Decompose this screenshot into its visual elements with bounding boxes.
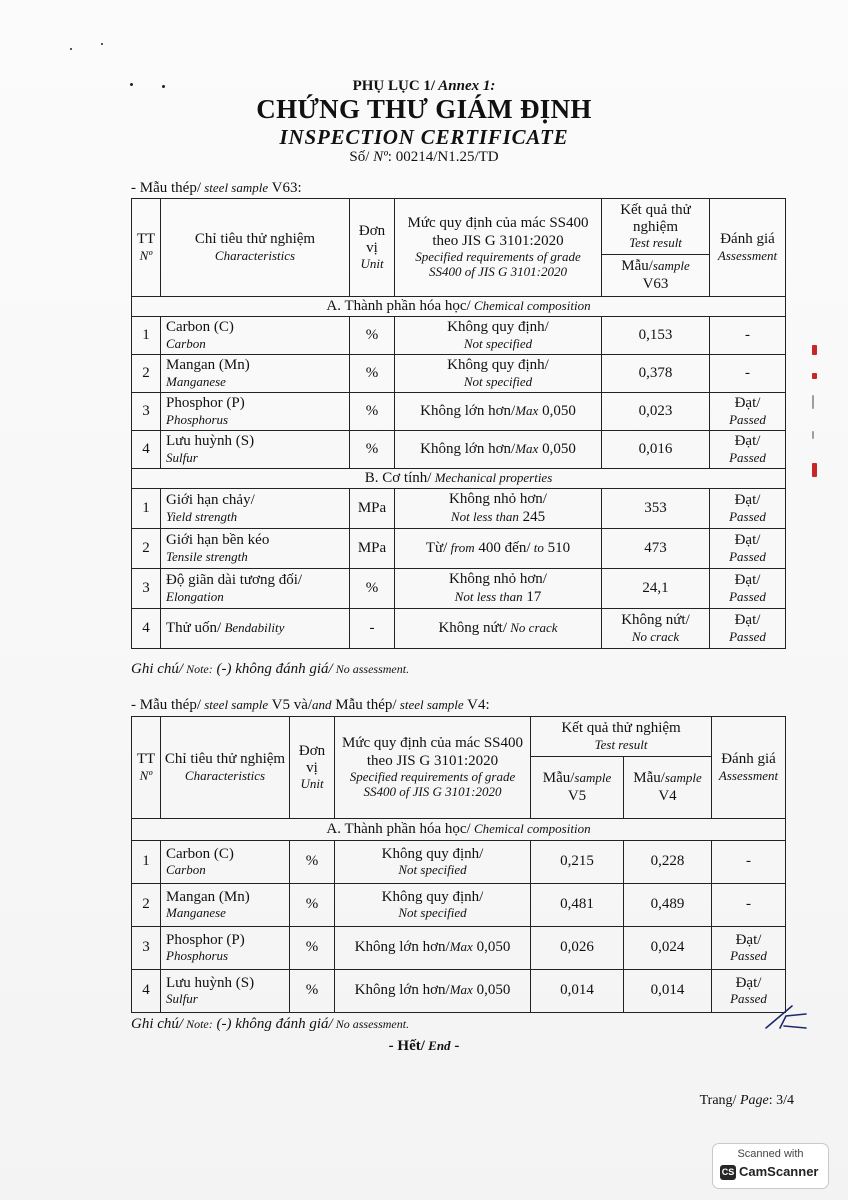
cell-text: Không lớn hơn/ xyxy=(420,440,516,457)
col-header-characteristics xyxy=(161,199,350,297)
page-text: Page xyxy=(736,1093,769,1108)
stamp-fragment xyxy=(812,395,814,409)
cell-text: Phosphorus xyxy=(166,948,229,964)
cell-text: Đạt/ xyxy=(734,532,761,549)
cell-text: Không quy định/ xyxy=(447,357,549,374)
certificate-number xyxy=(0,149,848,166)
header-text: Characteristics xyxy=(184,767,266,783)
cell-text: Not less than xyxy=(454,588,523,604)
cell-unit: MPa xyxy=(350,529,395,569)
cell-text: from xyxy=(447,539,475,555)
cell-text: Mangan (Mn) xyxy=(166,888,250,905)
cell-result: 353 xyxy=(602,489,710,529)
cell-result: 0,153 xyxy=(602,317,710,355)
cell-text: 510 xyxy=(543,539,571,556)
cell-text: Not specified xyxy=(463,335,533,351)
group-row xyxy=(132,469,786,489)
cell-unit: % xyxy=(350,431,395,469)
header-text: Chỉ tiêu thử nghiệm xyxy=(194,231,316,248)
title-en: INSPECTION CERTIFICATE xyxy=(279,125,569,149)
col-header-result xyxy=(602,199,710,255)
cell-text: Không lớn hơn/ xyxy=(420,402,516,419)
cell-assessment xyxy=(712,884,786,927)
cell-text: Max xyxy=(449,939,473,955)
header-text: sample xyxy=(664,770,702,786)
group-text: A. Thành phần hóa học/ xyxy=(326,297,471,314)
page-text: Trang/ xyxy=(699,1093,737,1108)
group-row xyxy=(132,819,786,841)
cell-text: Phosphor (P) xyxy=(166,931,245,948)
label-part: steel sample xyxy=(200,180,269,195)
cell-text: - xyxy=(745,326,750,343)
cell-spec xyxy=(335,927,531,970)
cell-characteristic xyxy=(161,489,350,529)
cell-spec xyxy=(395,317,602,355)
header-text: Specified requirements of grade SS400 of JIS G 3101:2020 xyxy=(349,768,516,799)
cell-assessment xyxy=(710,609,786,649)
cell-result xyxy=(602,609,710,649)
cell-no: 2 xyxy=(132,884,161,927)
cell-spec xyxy=(395,529,602,569)
cell-text: 0,050 xyxy=(472,939,511,956)
camscanner-logo-icon: CS xyxy=(720,1165,736,1180)
cell-result: 0,016 xyxy=(602,431,710,469)
cell-text: Yield strength xyxy=(166,508,238,524)
cell-spec xyxy=(395,355,602,393)
stamp-fragment xyxy=(812,431,814,439)
cell-text: Passed xyxy=(729,628,766,644)
camscanner-badge xyxy=(712,1143,829,1189)
note-text: Note: xyxy=(183,662,213,676)
note-text: No assessment. xyxy=(332,662,410,676)
col-header-assessment xyxy=(712,717,786,819)
table-row xyxy=(132,609,786,649)
col-header-no xyxy=(132,199,161,297)
label-part: - Mẫu thép/ xyxy=(131,180,201,196)
cell-text: Đạt/ xyxy=(735,931,762,948)
header-text: Assessment xyxy=(717,247,778,263)
col-header-sample xyxy=(602,255,710,297)
cell-text: Sulfur xyxy=(166,991,198,1007)
header-text: Mẫu/ xyxy=(542,770,575,787)
header-text: Nº xyxy=(139,247,153,263)
group-text: Mechanical properties xyxy=(431,469,553,485)
col-header-characteristics xyxy=(161,717,290,819)
label-part: V4: xyxy=(463,697,490,713)
cell-no: 1 xyxy=(132,841,161,884)
cell-assessment xyxy=(710,431,786,469)
margin-stamp-marks xyxy=(810,345,822,485)
speck xyxy=(70,48,72,50)
cell-assessment xyxy=(710,317,786,355)
cell-unit: % xyxy=(350,393,395,431)
group-text: A. Thành phần hóa học/ xyxy=(326,820,471,837)
table-row xyxy=(132,529,786,569)
cell-text: Passed xyxy=(729,588,766,604)
cell-text: Bendability xyxy=(221,619,285,635)
cell-text: Carbon (C) xyxy=(166,845,234,862)
table-row xyxy=(132,569,786,609)
cell-characteristic xyxy=(161,884,290,927)
cell-text: Độ giãn dài tương đối/ xyxy=(166,572,303,589)
table-v63 xyxy=(131,198,786,649)
cell-result: 473 xyxy=(602,529,710,569)
header-text: Đơn vị xyxy=(298,742,326,777)
scanned-with-text: Scanned with xyxy=(737,1148,804,1160)
label-part: Mẫu thép/ xyxy=(331,697,397,713)
col-header-result xyxy=(531,717,712,757)
cell-assessment xyxy=(712,841,786,884)
cell-text: Sulfur xyxy=(166,449,198,465)
title-vn: CHỨNG THƯ GIÁM ĐỊNH xyxy=(256,94,592,124)
header-text: Đơn vị xyxy=(358,222,386,257)
cell-text: Max xyxy=(515,402,539,418)
cell-characteristic xyxy=(161,431,350,469)
cell-text: Passed xyxy=(730,991,767,1007)
cell-unit: % xyxy=(350,569,395,609)
note-text: Ghi chú/ xyxy=(131,1016,184,1032)
header-text: TT xyxy=(136,231,156,248)
annex-label-en: Annex 1: xyxy=(435,78,496,94)
cell-text: No crack xyxy=(631,628,680,644)
cell-no: 3 xyxy=(132,569,161,609)
label-part: - Mẫu thép/ xyxy=(131,697,201,713)
cell-text: Not specified xyxy=(398,905,467,921)
header-text: sample xyxy=(652,258,690,274)
cell-text: to xyxy=(530,539,544,555)
cell-text: Không lớn hơn/ xyxy=(354,939,450,956)
label-part: V5 và/ xyxy=(268,697,313,713)
cell-text: Đạt/ xyxy=(735,974,762,991)
table-row xyxy=(132,970,786,1013)
group-text: Chemical composition xyxy=(470,820,591,836)
col-header-sample-v4 xyxy=(624,757,712,819)
cell-text: Giới hạn bền kéo xyxy=(166,532,270,549)
cell-characteristic xyxy=(161,317,350,355)
cell-text: Không quy định/ xyxy=(381,888,484,905)
cell-no: 2 xyxy=(132,529,161,569)
end-text: - xyxy=(450,1038,460,1054)
note-text: (-) không đánh giá/ xyxy=(212,661,333,677)
cell-text: Passed xyxy=(729,411,766,427)
header-text: V5 xyxy=(567,787,587,804)
cell-text: - xyxy=(746,853,752,870)
header-text: Đánh giá xyxy=(721,751,776,768)
cell-text: Phosphor (P) xyxy=(166,395,245,412)
signature-initial xyxy=(762,1002,810,1032)
group-label xyxy=(132,469,786,489)
cell-assessment xyxy=(710,569,786,609)
group-text: B. Cơ tính/ xyxy=(364,469,432,486)
cell-text: Giới hạn chảy/ xyxy=(166,492,255,509)
cell-text: Từ/ xyxy=(425,539,448,556)
cell-no: 3 xyxy=(132,927,161,970)
cell-characteristic xyxy=(161,529,350,569)
cell-result-v5: 0,481 xyxy=(531,884,624,927)
col-header-assessment xyxy=(710,199,786,297)
cell-text: Phosphorus xyxy=(166,411,229,427)
cell-text: No crack xyxy=(507,619,558,635)
cell-spec xyxy=(335,970,531,1013)
section1-label xyxy=(131,180,302,197)
table-row xyxy=(132,355,786,393)
note-text: Note: xyxy=(183,1017,213,1031)
cell-unit: % xyxy=(350,355,395,393)
header-text: Mẫu/ xyxy=(621,258,653,275)
cell-spec xyxy=(395,489,602,529)
cell-characteristic xyxy=(161,927,290,970)
cell-text: Carbon xyxy=(166,335,206,351)
cell-spec xyxy=(395,609,602,649)
cell-text: 0,050 xyxy=(538,440,576,457)
cell-spec xyxy=(395,569,602,609)
cell-no: 2 xyxy=(132,355,161,393)
cell-no: 4 xyxy=(132,431,161,469)
cell-text: Lưu huỳnh (S) xyxy=(166,433,255,450)
cell-text: Max xyxy=(449,982,473,998)
table-header-row xyxy=(132,199,786,255)
cell-text: 0,050 xyxy=(472,982,511,999)
page-number xyxy=(700,1093,794,1109)
camscanner-brand: CamScanner xyxy=(739,1164,819,1179)
cell-text: 17 xyxy=(522,588,542,605)
cell-result-v4: 0,024 xyxy=(624,927,712,970)
cell-spec xyxy=(335,884,531,927)
certno-value: : 00214/N1.25/TD xyxy=(387,149,499,165)
col-header-unit xyxy=(290,717,335,819)
table-row xyxy=(132,317,786,355)
end-text: - Hết/ xyxy=(388,1038,425,1054)
cell-result-v4: 0,228 xyxy=(624,841,712,884)
note-text: Ghi chú/ xyxy=(131,661,184,677)
group-text: Chemical composition xyxy=(470,297,591,313)
cell-characteristic xyxy=(161,569,350,609)
certno-label-en: Nº xyxy=(369,149,388,165)
cell-no: 4 xyxy=(132,970,161,1013)
header-text: Characteristics xyxy=(214,247,296,263)
header-text: Đánh giá xyxy=(720,231,775,248)
cell-assessment xyxy=(712,927,786,970)
label-part: steel sample xyxy=(200,697,269,712)
cell-result: 0,023 xyxy=(602,393,710,431)
stamp-fragment xyxy=(812,463,817,477)
header-text: Nº xyxy=(139,767,153,783)
cell-no: 3 xyxy=(132,393,161,431)
cell-text: Lưu huỳnh (S) xyxy=(166,974,255,991)
col-header-sample-v5 xyxy=(531,757,624,819)
cell-text: Không lớn hơn/ xyxy=(354,982,450,999)
header-text: Chỉ tiêu thử nghiệm xyxy=(164,751,286,768)
cell-result-v4: 0,489 xyxy=(624,884,712,927)
cell-result-v5: 0,026 xyxy=(531,927,624,970)
cell-text: 0,050 xyxy=(538,402,576,419)
cell-unit: - xyxy=(350,609,395,649)
cell-assessment xyxy=(710,529,786,569)
cell-text: Không quy định/ xyxy=(381,845,484,862)
header-text: Test result xyxy=(594,736,648,752)
header-text: Unit xyxy=(300,776,324,792)
cell-text: Not specified xyxy=(463,373,533,389)
cell-text: Not less than xyxy=(450,508,519,524)
cell-text: Max xyxy=(515,440,539,456)
table-row xyxy=(132,927,786,970)
col-header-spec xyxy=(395,199,602,297)
cell-assessment xyxy=(710,489,786,529)
table-header-row xyxy=(132,717,786,757)
stamp-fragment xyxy=(812,373,817,379)
certno-label-vn: Số/ xyxy=(349,149,370,165)
cell-text: - xyxy=(745,364,750,381)
label-part: V63: xyxy=(268,180,302,196)
cell-text: Đạt/ xyxy=(734,492,761,509)
cell-characteristic xyxy=(161,355,350,393)
group-label xyxy=(132,819,786,841)
header-text: Assessment xyxy=(718,767,779,783)
cell-no: 1 xyxy=(132,317,161,355)
cell-unit: % xyxy=(290,927,335,970)
cell-spec xyxy=(395,393,602,431)
cell-text: Tensile strength xyxy=(166,548,248,564)
cell-spec xyxy=(395,431,602,469)
header-text: Test result xyxy=(629,235,682,251)
note-text: (-) không đánh giá/ xyxy=(212,1016,333,1032)
cell-text: Không nhỏ hơn/ xyxy=(449,491,547,508)
cell-unit: % xyxy=(290,970,335,1013)
cell-unit: % xyxy=(290,841,335,884)
cell-assessment xyxy=(710,393,786,431)
header-text: V4 xyxy=(658,787,677,804)
header-text: V63 xyxy=(642,275,669,292)
cell-text: Passed xyxy=(730,948,767,964)
note-section1 xyxy=(131,661,409,678)
cell-text: Manganese xyxy=(166,905,226,921)
note-section2 xyxy=(131,1016,409,1033)
cell-text: 245 xyxy=(518,508,546,525)
cell-text: Đạt/ xyxy=(734,612,761,629)
stamp-fragment xyxy=(812,345,817,355)
end-marker xyxy=(0,1038,848,1055)
speck xyxy=(101,43,103,45)
cell-no: 4 xyxy=(132,609,161,649)
cell-result: 0,378 xyxy=(602,355,710,393)
cell-no: 1 xyxy=(132,489,161,529)
label-part: and xyxy=(312,697,332,712)
table-row xyxy=(132,431,786,469)
cell-text: Không nhỏ hơn/ xyxy=(449,571,547,588)
cell-text: Đạt/ xyxy=(734,433,761,450)
cell-text: Đạt/ xyxy=(734,572,761,589)
cell-text: Manganese xyxy=(166,373,226,389)
cell-text: Passed xyxy=(729,508,766,524)
cell-text: Mangan (Mn) xyxy=(166,357,250,374)
header-text: TT xyxy=(136,751,156,768)
table-v5-v4 xyxy=(131,716,786,1013)
page-text: : 3/4 xyxy=(768,1093,794,1108)
annex-heading xyxy=(0,78,848,95)
col-header-no xyxy=(132,717,161,819)
cell-text: Passed xyxy=(729,548,766,564)
annex-label-vn: PHỤ LỤC 1/ xyxy=(352,78,436,94)
cell-text: Passed xyxy=(729,449,766,465)
cell-text: Carbon xyxy=(166,862,206,878)
cell-text: Không nứt/ xyxy=(438,619,507,636)
header-text: Mức quy định của mác SS400 theo JIS G 3101:2020 xyxy=(407,215,589,249)
header-text: Unit xyxy=(360,256,384,272)
col-header-unit xyxy=(350,199,395,297)
table-row xyxy=(132,884,786,927)
cell-text: Không nứt/ xyxy=(621,612,690,629)
header-text: Mức quy định của mác SS400 theo JIS G 3101:2020 xyxy=(341,735,524,769)
note-text: No assessment. xyxy=(332,1017,410,1031)
label-part: steel sample xyxy=(396,697,464,712)
cell-unit: % xyxy=(350,317,395,355)
cell-result-v5: 0,014 xyxy=(531,970,624,1013)
cell-unit: MPa xyxy=(350,489,395,529)
cell-text: Not specified xyxy=(398,862,467,878)
cell-text: - xyxy=(746,896,752,913)
cell-characteristic xyxy=(161,970,290,1013)
cell-text: Carbon (C) xyxy=(166,319,234,336)
cell-characteristic xyxy=(161,609,350,649)
cell-unit: % xyxy=(290,884,335,927)
cell-characteristic xyxy=(161,841,290,884)
table-row xyxy=(132,393,786,431)
header-text: Kết quả thử nghiệm xyxy=(561,720,681,737)
cell-text: 400 đến/ xyxy=(474,539,531,556)
cell-result-v5: 0,215 xyxy=(531,841,624,884)
cell-text: Thử uốn/ xyxy=(166,619,222,636)
header-text: sample xyxy=(574,770,612,786)
cell-text: Elongation xyxy=(166,588,224,604)
cell-text: Không quy định/ xyxy=(447,319,549,336)
group-row xyxy=(132,297,786,317)
table-row xyxy=(132,489,786,529)
cell-result: 24,1 xyxy=(602,569,710,609)
cell-assessment xyxy=(710,355,786,393)
cell-spec xyxy=(335,841,531,884)
cell-text: Đạt/ xyxy=(734,395,761,412)
table-row xyxy=(132,841,786,884)
header-text: Kết quả thử nghiệm xyxy=(620,201,691,236)
end-text: End xyxy=(424,1038,451,1053)
col-header-spec xyxy=(335,717,531,819)
header-text: Mẫu/ xyxy=(633,770,665,787)
cell-characteristic xyxy=(161,393,350,431)
header-text: Specified requirements of grade SS400 of JIS G 3101:2020 xyxy=(415,248,581,279)
cell-result-v4: 0,014 xyxy=(624,970,712,1013)
group-label xyxy=(132,297,786,317)
section2-label xyxy=(131,697,490,714)
